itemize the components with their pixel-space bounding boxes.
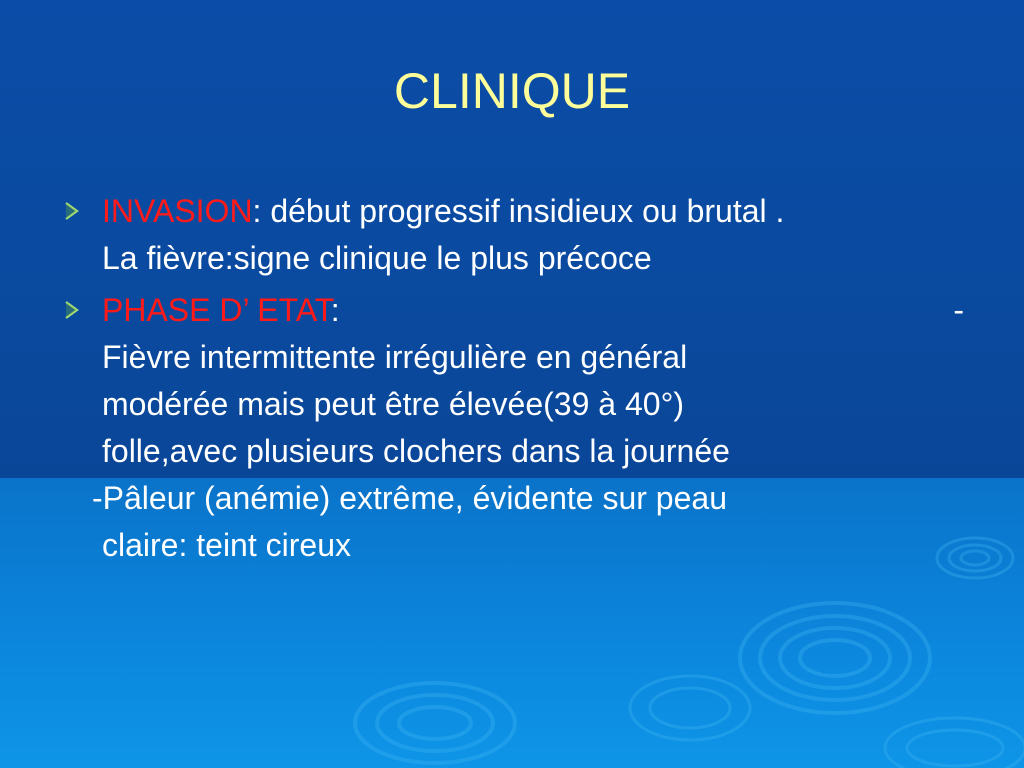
bullet-colon: : [330,292,340,328]
bullet-text-phase-etat-line2: modérée mais peut être élevée(39 à 40°) [102,386,685,422]
bullet-item-phase-etat [62,287,962,475]
bullet-text-invasion-line2: La fièvre:signe clinique le plus précoce [102,240,652,276]
slide-content [62,188,962,569]
paragraph-paleur [62,475,962,569]
slide-title: CLINIQUE [393,63,631,119]
paragraph-paleur-line1: -Pâleur (anémie) extrême, évidente sur peau [92,480,727,516]
bullet-line-phase-etat-heading [102,287,962,334]
arrowhead-bullet-icon [62,200,84,222]
bullet-label-invasion: INVASION [102,193,253,229]
bullet-item-invasion [62,188,962,282]
bullet-text-invasion-line1: : début progressif insidieux ou brutal . [252,193,785,229]
arrowhead-bullet-icon [62,299,84,321]
bullet-dash: - [953,292,964,328]
bullet-line-1 [102,188,962,235]
bullet-label-phase-etat: PHASE D’ ETAT [102,292,331,328]
bullet-text-phase-etat-line1: Fièvre intermittente irrégulière en général [102,339,688,375]
paragraph-paleur-line2: claire: teint cireux [102,527,351,563]
bullet-text-phase-etat-line3: folle,avec plusieurs clochers dans la journée [102,433,730,469]
